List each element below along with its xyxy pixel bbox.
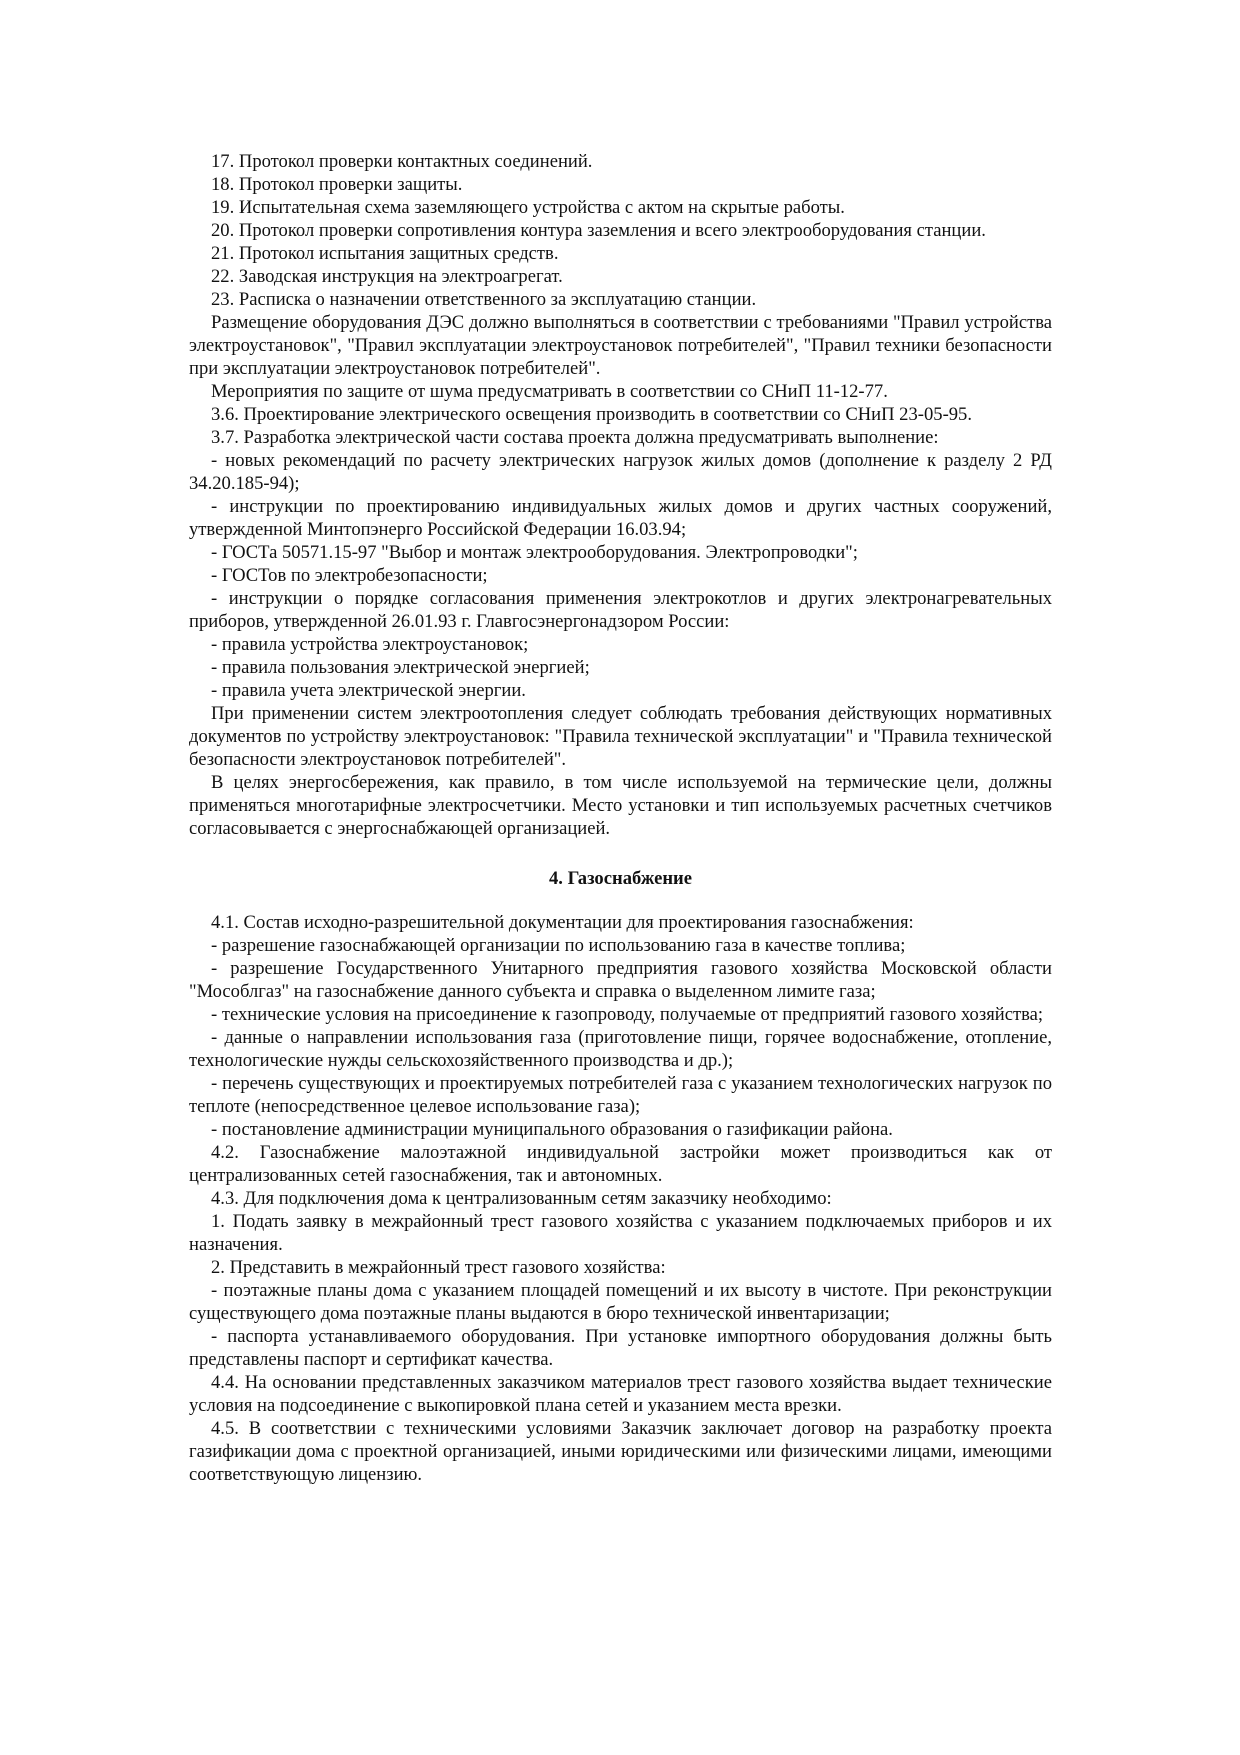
bullet-item: - постановление администрации муниципального образования о газификации района. (211, 1119, 893, 1140)
bullet-item: - правила устройства электроустановок; (211, 634, 529, 655)
paragraph-4-3: 4.3. Для подключения дома к централизованным сетям заказчику необходимо: (211, 1188, 832, 1209)
section-4-body (189, 911, 1052, 1486)
list-item-21: 21. Протокол испытания защитных средств. (211, 243, 559, 264)
bullet-item: - разрешение Государственного Унитарного предприятия газового хозяйства Московской области "Мособлгаз" на газоснабжение данного субъекта и справка о выделенном лимите газа; (189, 958, 1052, 1002)
paragraph-4-2: 4.2. Газоснабжение малоэтажной индивидуальной застройки может производиться как от централизованных сетей газоснабжения, так и автономных. (189, 1142, 1052, 1186)
paragraph-4-5: 4.5. В соответствии с техническими условиями Заказчик заключает договор на разработку проекта газификации дома с проектной организацией, иными юридическими или физическими лицами, имеющими соответствующую лицензию. (189, 1418, 1052, 1485)
section-heading-gas-supply: 4. Газоснабжение (548, 868, 692, 889)
paragraph-4-1: 4.1. Состав исходно-разрешительной документации для проектирования газоснабжения: (211, 912, 914, 933)
bullet-item: - новых рекомендаций по расчету электрических нагрузок жилых домов (дополнение к разделу 2 РД 34.20.185-94); (189, 450, 1052, 494)
list-item-19: 19. Испытательная схема заземляющего устройства с актом на скрытые работы. (211, 197, 845, 218)
list-item-18: 18. Протокол проверки защиты. (211, 174, 463, 195)
paragraph-energy-saving: В целях энергосбережения, как правило, в том числе используемой на термические цели, должны применяться многотарифные электросчетчики. Место установки и тип используемых расчетных счетчиков согласовывается с энергоснабжающей организацией. (189, 772, 1052, 839)
bullet-item: - правила учета электрической энергии. (211, 680, 526, 701)
paragraph-noise: Мероприятия по защите от шума предусматривать в соответствии со СНиП 11-12-77. (211, 381, 888, 402)
bullet-item: - перечень существующих и проектируемых потребителей газа с указанием технологических нагрузок по теплоте (непосредственное целевое использование газа); (189, 1073, 1052, 1117)
numbered-step-1: 1. Подать заявку в межрайонный трест газового хозяйства с указанием подключаемых приборов и их назначения. (189, 1211, 1052, 1255)
list-item-17: 17. Протокол проверки контактных соединений. (211, 151, 593, 172)
paragraph-4-4: 4.4. На основании представленных заказчиком материалов трест газового хозяйства выдает технические условия на подсоединение с выкопировкой плана сетей и указанием места врезки. (189, 1372, 1052, 1416)
list-item-23: 23. Расписка о назначении ответственного за эксплуатацию станции. (211, 289, 757, 310)
bullet-item: - ГОСТа 50571.15-97 "Выбор и монтаж электрооборудования. Электропроводки"; (211, 542, 858, 563)
bullet-item: - инструкции о порядке согласования применения электрокотлов и других электронагревательных приборов, утвержденной 26.01.93 г. Главгосэнергонадзором России: (189, 588, 1052, 632)
bullet-item: - ГОСТов по электробезопасности; (211, 565, 488, 586)
bullet-item: - паспорта устанавливаемого оборудования. При установке импортного оборудования должны быть представлены паспорт и сертификат качества. (189, 1326, 1052, 1370)
bullet-item: - разрешение газоснабжающей организации по использованию газа в качестве топлива; (211, 935, 906, 956)
bullet-item: - инструкции по проектированию индивидуальных жилых домов и других частных сооружений, утвержденной Минтопэнерго Российской Федерации 16.03.94; (189, 496, 1052, 540)
bullet-item: - технические условия на присоединение к газопроводу, получаемые от предприятий газового хозяйства; (211, 1004, 1044, 1025)
bullet-item: - правила пользования электрической энергией; (211, 657, 590, 678)
document-page (189, 150, 1052, 1486)
section-3-tail (189, 150, 1052, 840)
paragraph-3-6: 3.6. Проектирование электрического освещения производить в соответствии со СНиП 23-05-95. (211, 404, 972, 425)
list-item-20: 20. Протокол проверки сопротивления контура заземления и всего электрооборудования станции. (211, 220, 986, 241)
bullet-item: - поэтажные планы дома с указанием площадей помещений и их высоту в чистоте. При реконструкции существующего дома поэтажные планы выдаются в бюро технической инвентаризации; (189, 1280, 1052, 1324)
list-item-22: 22. Заводская инструкция на электроагрегат. (211, 266, 563, 287)
paragraph-placement: Размещение оборудования ДЭС должно выполняться в соответствии с требованиями "Правил устройства электроустановок", "Правил эксплуатации электроустановок потребителей", "Правил техники безопасности при эксплуатации электроустановок потребителей". (189, 312, 1052, 379)
paragraph-electric-heating: При применении систем электроотопления следует соблюдать требования действующих нормативных документов по устройству электроустановок: "Правила технической эксплуатации" и "Правила технической безопасности электроустановок потребителей". (189, 703, 1052, 770)
bullet-item: - данные о направлении использования газа (приготовление пищи, горячее водоснабжение, отопление, технологические нужды сельскохозяйственного производства и др.); (189, 1027, 1052, 1071)
numbered-step-2: 2. Представить в межрайонный трест газового хозяйства: (211, 1257, 666, 1278)
paragraph-3-7: 3.7. Разработка электрической части состава проекта должна предусматривать выполнение: (211, 427, 939, 448)
